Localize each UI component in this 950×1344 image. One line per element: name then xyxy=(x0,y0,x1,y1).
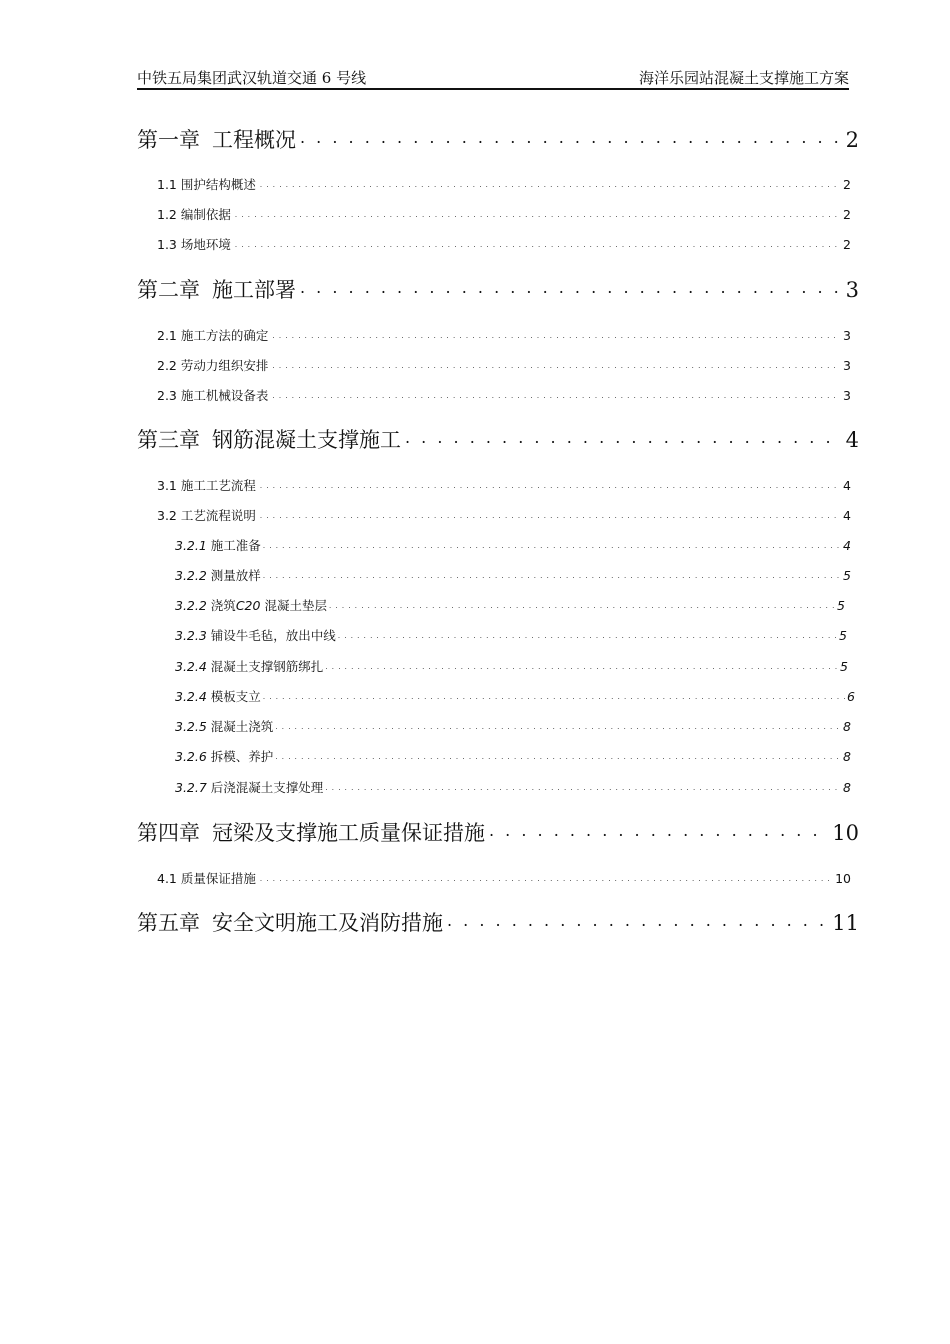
toc-section-3-2[interactable] xyxy=(157,506,851,524)
subsection-title: 后浇混凝土支撑处理 xyxy=(210,780,324,795)
dot-leader xyxy=(329,596,835,610)
toc-section-1-3[interactable] xyxy=(157,235,851,253)
toc-subsection-3-2-7[interactable] xyxy=(175,778,851,796)
toc-section-4-1[interactable] xyxy=(157,869,851,887)
toc-chapter-4[interactable] xyxy=(137,817,859,845)
dot-leader xyxy=(260,869,831,883)
page-number: 4 xyxy=(843,538,851,553)
toc-section-2-2[interactable] xyxy=(157,356,851,374)
subsection-title: 铺设牛毛毡，放出中线 xyxy=(210,628,336,643)
header-left: 中铁五局集团武汉轨道交通 6 号线 xyxy=(137,69,367,87)
toc-subsection-3-2-5[interactable] xyxy=(175,717,851,735)
page-number: 4 xyxy=(845,428,859,453)
dot-leader xyxy=(325,657,838,671)
page-number: 2 xyxy=(843,177,851,192)
page-number: 11 xyxy=(832,911,859,936)
toc-section-1-1[interactable] xyxy=(157,175,851,193)
subsection-code: 3.2.1 xyxy=(175,538,207,553)
section-code: 1.1 xyxy=(157,177,177,192)
page-number: 5 xyxy=(837,598,845,613)
dot-leader xyxy=(235,235,839,249)
toc-subsection-3-2-2-cushion[interactable] xyxy=(175,596,845,614)
section-code: 4.1 xyxy=(157,871,177,886)
dot-leader xyxy=(275,747,841,761)
dot-leader xyxy=(489,817,828,840)
toc-section-3-1[interactable] xyxy=(157,476,851,494)
subsection-code: 3.2.7 xyxy=(175,780,207,795)
dot-leader xyxy=(405,424,842,447)
toc-subsection-3-2-4-rebar[interactable] xyxy=(175,657,848,675)
section-title: 工艺流程说明 xyxy=(180,508,256,523)
subsection-code: 3.2.4 xyxy=(175,689,207,704)
chapter-label: 第二章 xyxy=(137,278,200,303)
chapter-title: 工程概况 xyxy=(212,128,296,153)
dot-leader xyxy=(263,536,841,550)
page-number: 10 xyxy=(832,821,859,846)
subsection-code: 3.2.2 xyxy=(175,598,207,613)
toc-chapter-1[interactable] xyxy=(137,124,859,152)
subsection-title-post: 混凝土垫层 xyxy=(264,598,327,613)
page-number: 3 xyxy=(845,278,859,303)
page-number: 5 xyxy=(843,568,851,583)
dot-leader xyxy=(300,124,842,147)
toc-subsection-3-2-1[interactable] xyxy=(175,536,851,554)
page-number: 5 xyxy=(839,628,847,643)
section-code: 1.3 xyxy=(157,237,177,252)
chapter-title: 钢筋混凝土支撑施工 xyxy=(212,428,401,453)
subsection-code: 3.2.4 xyxy=(175,659,207,674)
dot-leader xyxy=(300,274,842,297)
page-number: 2 xyxy=(843,237,851,252)
chapter-title: 冠梁及支撑施工质量保证措施 xyxy=(212,821,485,846)
page-number: 4 xyxy=(843,478,851,493)
subsection-title: 拆模、养护 xyxy=(210,749,274,764)
dot-leader xyxy=(260,506,839,520)
toc-subsection-3-2-2-survey[interactable] xyxy=(175,566,851,584)
dot-leader xyxy=(263,566,841,580)
section-code: 3.1 xyxy=(157,478,177,493)
chapter-label: 第五章 xyxy=(137,911,200,936)
dot-leader xyxy=(260,476,839,490)
toc-chapter-2[interactable] xyxy=(137,274,859,302)
page-number: 4 xyxy=(843,508,851,523)
dot-leader xyxy=(325,778,841,792)
section-title: 围护结构概述 xyxy=(180,177,256,192)
subsection-title: 混凝土支撑钢筋绑扎 xyxy=(210,659,324,674)
page-number: 6 xyxy=(847,689,855,704)
chapter-title: 安全文明施工及消防措施 xyxy=(212,911,443,936)
toc-section-2-1[interactable] xyxy=(157,326,851,344)
chapter-title: 施工部署 xyxy=(212,278,296,303)
page-number: 8 xyxy=(843,719,851,734)
subsection-code: 3.2.3 xyxy=(175,628,207,643)
page-number: 3 xyxy=(843,388,851,403)
section-code: 2.1 xyxy=(157,328,177,343)
dot-leader xyxy=(272,386,839,400)
section-code: 2.2 xyxy=(157,358,177,373)
section-title: 质量保证措施 xyxy=(180,871,256,886)
concrete-grade: C20 xyxy=(235,598,261,613)
section-title: 劳动力组织安排 xyxy=(180,358,269,373)
page-header xyxy=(137,68,849,90)
section-title: 场地环境 xyxy=(180,237,231,252)
section-code: 1.2 xyxy=(157,207,177,222)
header-right: 海洋乐园站混凝土支撑施工方案 xyxy=(638,69,849,87)
toc-section-1-2[interactable] xyxy=(157,205,851,223)
section-title: 编制依据 xyxy=(180,207,231,222)
subsection-title: 模板支立 xyxy=(210,689,261,704)
toc-chapter-3[interactable] xyxy=(137,424,859,452)
dot-leader xyxy=(272,356,839,370)
section-title: 施工方法的确定 xyxy=(180,328,269,343)
section-title: 施工工艺流程 xyxy=(180,478,256,493)
page-number: 3 xyxy=(843,328,851,343)
subsection-code: 3.2.5 xyxy=(175,719,207,734)
section-code: 3.2 xyxy=(157,508,177,523)
toc-subsection-3-2-3[interactable] xyxy=(175,626,847,644)
section-title: 施工机械设备表 xyxy=(180,388,269,403)
page-number: 3 xyxy=(843,358,851,373)
dot-leader xyxy=(338,626,837,640)
chapter-label: 第四章 xyxy=(137,821,200,846)
toc-subsection-3-2-4-formwork[interactable] xyxy=(175,687,855,705)
subsection-title: 混凝土浇筑 xyxy=(210,719,274,734)
page-number: 2 xyxy=(845,128,859,153)
subsection-title-pre: 浇筑 xyxy=(210,598,236,613)
dot-leader xyxy=(263,687,845,701)
dot-leader xyxy=(272,326,839,340)
dot-leader xyxy=(447,907,828,930)
page-number: 2 xyxy=(843,207,851,222)
toc-subsection-3-2-6[interactable] xyxy=(175,747,851,765)
page-number: 5 xyxy=(840,659,848,674)
toc-section-2-3[interactable] xyxy=(157,386,851,404)
subsection-title: 测量放样 xyxy=(210,568,261,583)
chapter-label: 第三章 xyxy=(137,428,200,453)
subsection-title: 施工准备 xyxy=(210,538,261,553)
dot-leader xyxy=(235,205,839,219)
page-number: 8 xyxy=(843,780,851,795)
section-code: 2.3 xyxy=(157,388,177,403)
toc-chapter-5[interactable] xyxy=(137,907,859,935)
page-number: 10 xyxy=(835,871,851,886)
chapter-label: 第一章 xyxy=(137,128,200,153)
page-number: 8 xyxy=(843,749,851,764)
dot-leader xyxy=(260,175,839,189)
subsection-code: 3.2.6 xyxy=(175,749,207,764)
dot-leader xyxy=(275,717,841,731)
subsection-code: 3.2.2 xyxy=(175,568,207,583)
